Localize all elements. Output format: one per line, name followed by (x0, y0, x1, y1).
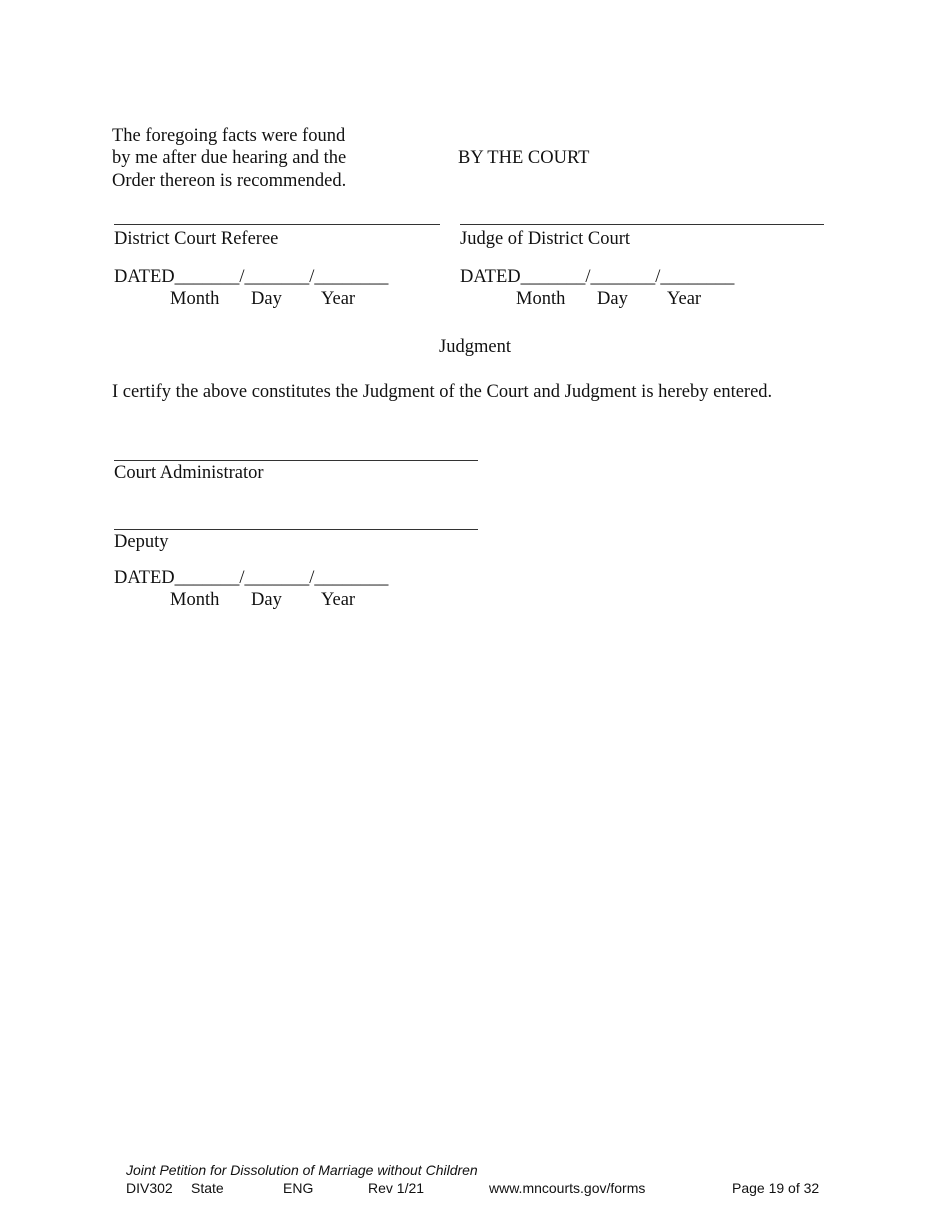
court-administrator-signature-line (114, 460, 478, 461)
referee-date-year-label: Year (321, 289, 356, 309)
footer-page-number: Page 19 of 32 (732, 1180, 820, 1196)
judge-date-year-label: Year (667, 289, 702, 309)
referee-findings-line-2: by me after due hearing and the (112, 148, 347, 168)
footer-website-link[interactable]: www.mncourts.gov/forms (489, 1180, 646, 1196)
judgment-certification-text: I certify the above constitutes the Judgment of the Court and Judgment is hereby entered. (112, 382, 773, 402)
judgment-date-month-label: Month (170, 590, 220, 610)
referee-findings-line-3: Order thereon is recommended. (112, 171, 347, 191)
referee-signature-line (114, 224, 440, 225)
court-administrator-label: Court Administrator (114, 463, 264, 483)
referee-findings-line-1: The foregoing facts were found (112, 126, 346, 146)
judgment-dated-line: DATED_______/_______/________ (114, 568, 389, 588)
deputy-label: Deputy (114, 532, 169, 552)
judgment-date-year-label: Year (321, 590, 356, 610)
deputy-signature-line (114, 529, 478, 530)
footer-language: ENG (283, 1180, 314, 1196)
referee-date-day-label: Day (251, 289, 282, 309)
footer-form-title: Joint Petition for Dissolution of Marriage without Children (126, 1162, 478, 1178)
judgment-date-day-label: Day (251, 590, 282, 610)
referee-signature-label: District Court Referee (114, 229, 279, 249)
judge-signature-line (460, 224, 824, 225)
footer-form-code: DIV302 (126, 1180, 173, 1196)
footer-revision: Rev 1/21 (368, 1180, 425, 1196)
judge-dated-line: DATED_______/_______/________ (460, 267, 735, 287)
judge-signature-label: Judge of District Court (460, 229, 631, 249)
judge-date-month-label: Month (516, 289, 566, 309)
footer-jurisdiction: State (191, 1180, 224, 1196)
judgment-heading: Judgment (439, 337, 511, 357)
referee-date-month-label: Month (170, 289, 220, 309)
by-the-court-heading: BY THE COURT (458, 148, 590, 168)
judge-date-day-label: Day (597, 289, 628, 309)
referee-dated-line: DATED_______/_______/________ (114, 267, 389, 287)
